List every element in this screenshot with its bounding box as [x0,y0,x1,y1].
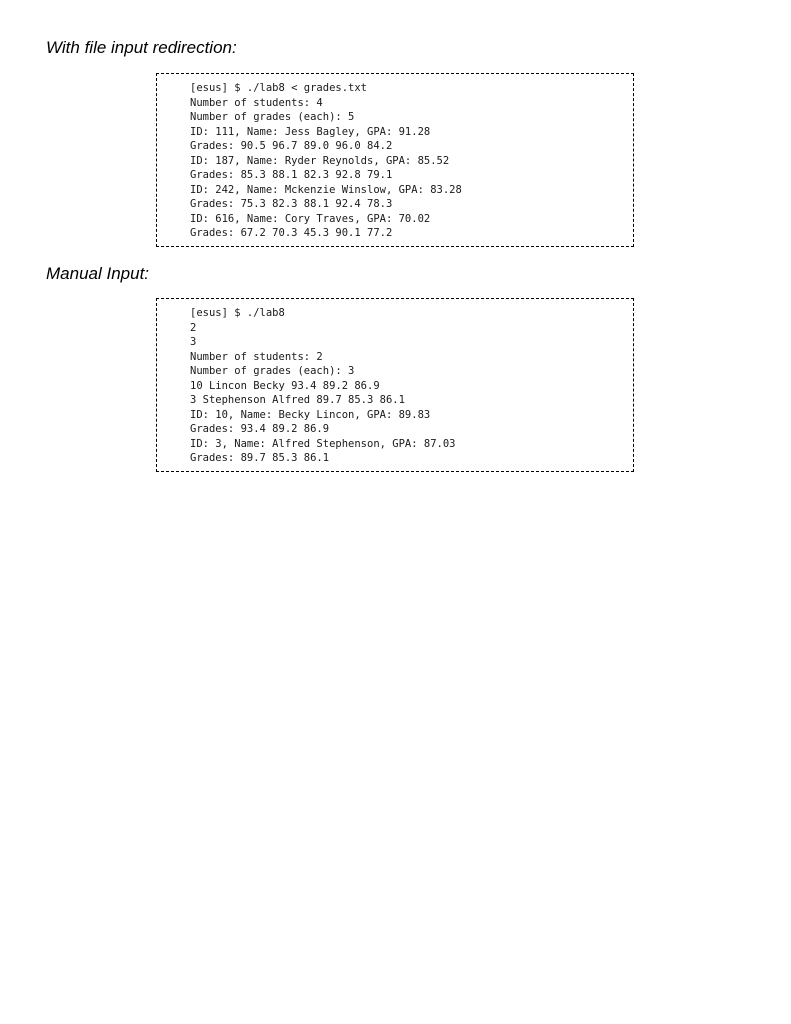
terminal-line: [esus] $ ./lab8 < grades.txt [190,82,368,94]
terminal-line: ID: 242, Name: Mckenzie Winslow, GPA: 83.28 [190,183,462,196]
terminal-line: Number of students: 4 [190,96,323,109]
terminal-line: Grades: 93.4 89.2 86.9 [190,423,330,435]
terminal-line: ID: 10, Name: Becky Lincon, GPA: 89.83 [190,408,431,421]
terminal-line: Number of grades (each): 5 [190,111,355,123]
terminal-line: Grades: 75.3 82.3 88.1 92.4 78.3 [190,198,393,210]
section-heading-manual-input: Manual Input: [46,264,150,283]
terminal-output-box-manual-input [156,298,634,472]
terminal-line: 10 Lincon Becky 93.4 89.2 86.9 [190,379,380,392]
section-heading-file-redirection: With file input redirection: [46,38,237,57]
terminal-line: ID: 3, Name: Alfred Stephenson, GPA: 87.03 [190,437,456,450]
terminal-line: Number of students: 2 [190,350,323,363]
terminal-line: Grades: 89.7 85.3 86.1 [190,452,330,464]
terminal-line: ID: 187, Name: Ryder Reynolds, GPA: 85.52 [190,154,450,167]
terminal-line: 3 [190,336,197,348]
terminal-line: 3 Stephenson Alfred 89.7 85.3 86.1 [190,394,405,406]
terminal-line: [esus] $ ./lab8 [190,307,285,319]
terminal-line: Grades: 85.3 88.1 82.3 92.8 79.1 [190,169,393,181]
terminal-line: Grades: 67.2 70.3 45.3 90.1 77.2 [190,227,393,239]
terminal-line: ID: 616, Name: Cory Traves, GPA: 70.02 [190,212,431,225]
terminal-line: ID: 111, Name: Jess Bagley, GPA: 91.28 [190,125,431,138]
terminal-output-box-file-redirection [156,73,634,247]
terminal-line: Number of grades (each): 3 [190,365,355,377]
terminal-line: 2 [190,321,197,334]
terminal-line: Grades: 90.5 96.7 89.0 96.0 84.2 [190,140,393,152]
